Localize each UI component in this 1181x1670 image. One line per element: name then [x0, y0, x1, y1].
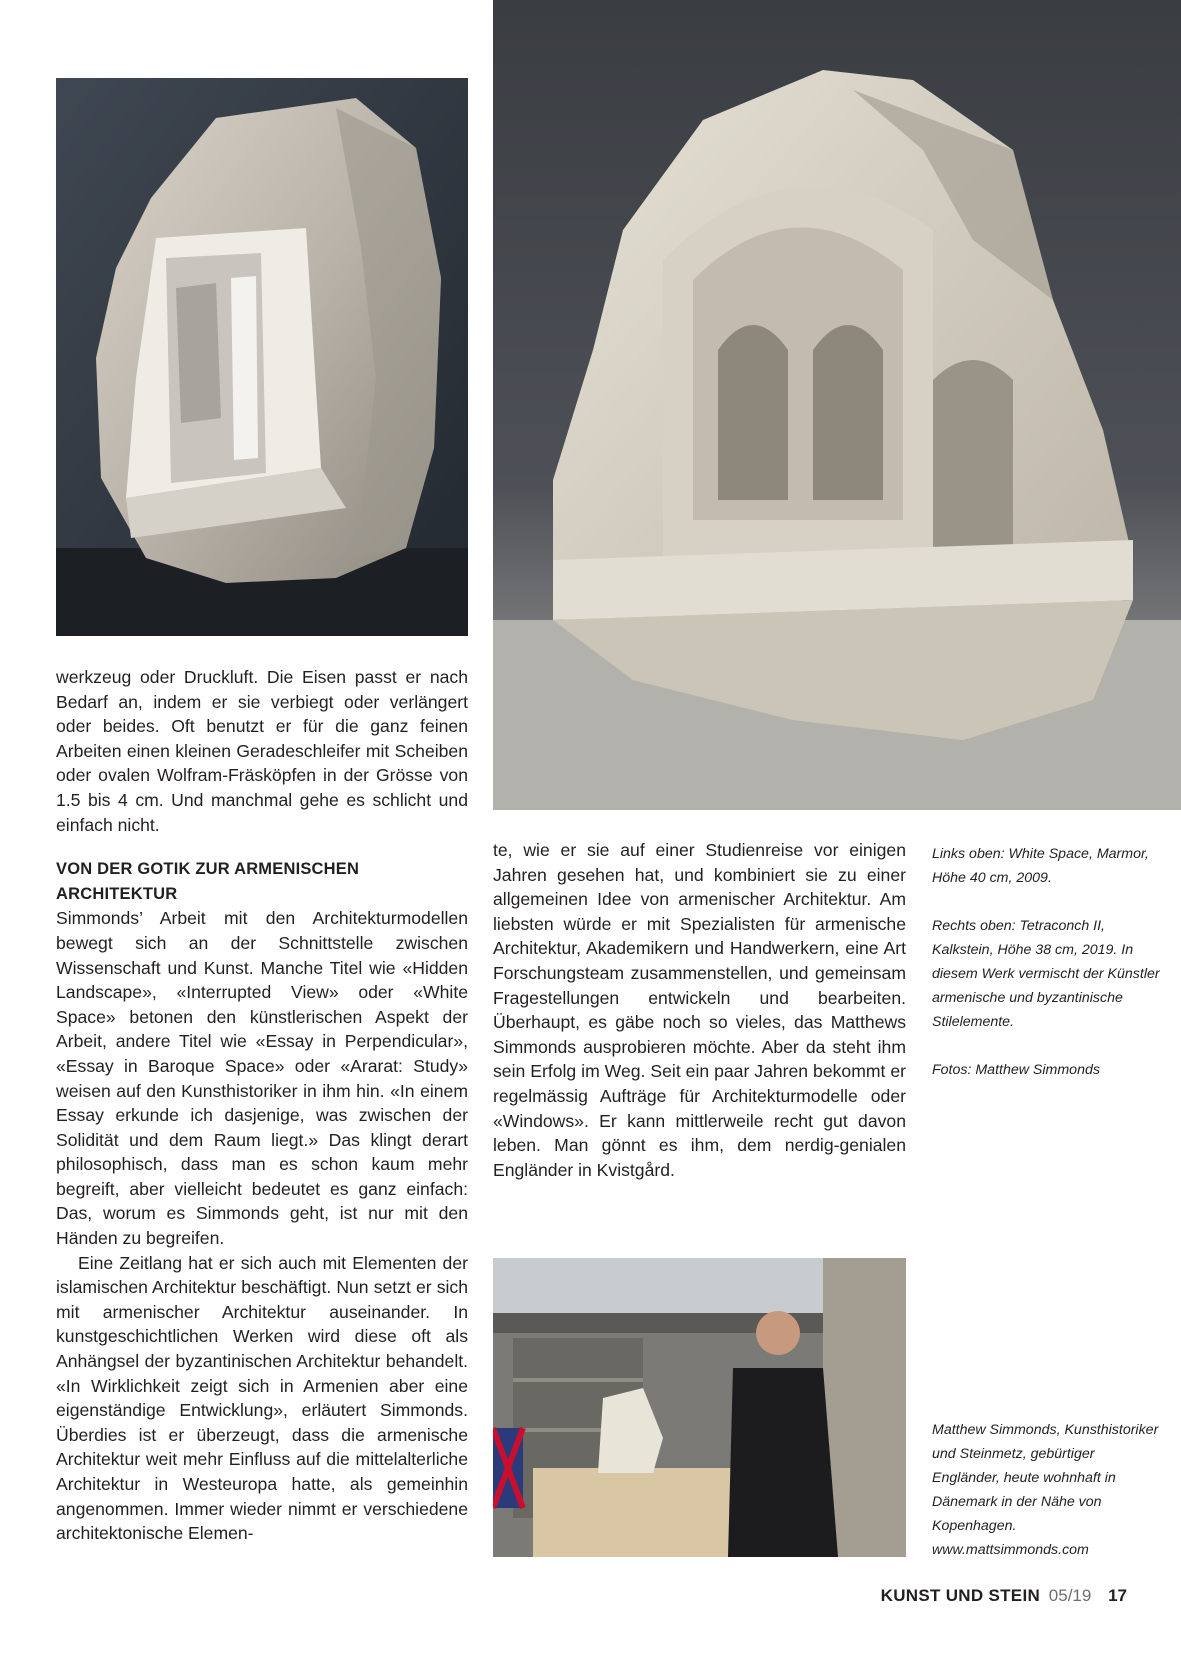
photo-portrait	[493, 1258, 906, 1557]
sculptor-portrait-image	[493, 1258, 906, 1557]
tetraconch-sculpture-image	[493, 0, 1181, 810]
paragraph: werkzeug oder Druckluft. Die Eisen passt er nach Bedarf an, indem er sie verbiegt oder verlängert oder beides. Oft benutzt er für die ganz feinen Arbeiten einen kleinen Geradeschleifer mit Scheiben oder ovalen Wolfram-Fräsköpfen in der Grösse von 1.5 bis 4 cm. Und manchmal gehe es schlicht und einfach nicht.	[56, 667, 468, 835]
photo-tetraconch	[493, 0, 1181, 810]
caption-rechts-oben: Rechts oben: Tetraconch II, Kalkstein, Höhe 38 cm, 2019. In diesem Werk vermischt der Künstler armenische und byzantinische Stilelemente.	[932, 918, 1160, 1030]
caption-portrait-block	[932, 1418, 1164, 1586]
caption-fotos: Fotos: Matthew Simmonds	[932, 1062, 1100, 1078]
issue-number: 05/19	[1048, 1586, 1092, 1605]
caption-top	[932, 842, 1164, 1106]
magazine-name: KUNST UND STEIN	[880, 1586, 1041, 1605]
page-number: 17	[1108, 1586, 1127, 1605]
section-heading: VON DER GOTIK ZUR ARMENISCHEN ARCHITEKTUR	[56, 860, 360, 903]
paragraph: Simmonds’ Arbeit mit den Architekturmodellen bewegt sich an der Schnittstelle zwischen Wissenschaft und Kunst. Manche Titel wie «Hidden Landscape», «Interrupted View» oder «White Space» betonen den künstlerischen Aspekt der Arbeit, andere Titel wie «Essay in Perpendicular», «Essay in Baroque Space» oder «Ararat: Study» weisen auf den Kunsthistoriker in ihm hin. «In einem Essay erkunde ich dasjenige, was zwischen der Solidität und dem Raum liegt.» Das klingt derart philosophisch, dass man es schon kaum mehr begreift, aber vielleicht bedeutet es ganz einfach: Das, worum es Simmonds geht, ist nur mit den Händen zu begreifen.	[56, 908, 468, 1249]
white-space-sculpture-image	[56, 78, 468, 636]
paragraph: Eine Zeitlang hat er sich auch mit Elementen der islamischen Architektur beschäftigt. Nun setzt er sich mit armenischer Architektur auseinander. In kunstgeschichtlichen Werken wird diese oft als Anhängsel der byzantinischen Architektur behandelt. «In Wirklichkeit zeigt sich in Armenien aber eine eigenständige Entwicklung», erläutert Simmonds. Überdies ist er überzeugt, dass die armenische Architektur weit mehr Einfluss auf die mittelalterliche Architektur in Westeuropa hatte, als gemeinhin angenommen. Immer wieder nimmt er verschiedene architektonische Elemen-	[56, 1252, 468, 1544]
text-column-left	[56, 665, 468, 1546]
page-footer	[881, 1586, 1127, 1606]
photo-white-space	[56, 78, 468, 636]
caption-portrait: Matthew Simmonds, Kunsthistoriker und Steinmetz, gebürtiger Engländer, heute wohnhaft in Dänemark in der Nähe von Kopenhagen. www.mattsimmonds.com	[932, 1422, 1159, 1558]
text-column-middle	[493, 838, 906, 1182]
paragraph: te, wie er sie auf einer Studienreise vor einigen Jahren gesehen hat, und kombiniert sie zu einer allgemeinen Idee von armenischer Architektur. Am liebsten würde er mit Spezialisten für armenische Architektur, Akademikern und Handwerkern, eine Art Forschungsteam zusammenstellen, und gemeinsam Fragestellungen entwickeln und bearbeiten. Überhaupt, es gäbe noch so vieles, das Matthews Simmonds ausprobieren möchte. Aber da steht ihm sein Erfolg im Weg. Seit ein paar Jahren bekommt er regelmässig Aufträge für Architekturmodelle oder «Windows». Er kann mittlerweile recht gut davon leben. Man gönnt es ihm, dem nerdig-genialen Engländer in Kvistgård.	[493, 840, 906, 1180]
caption-links-oben: Links oben: White Space, Marmor, Höhe 40 cm, 2009.	[932, 846, 1149, 886]
